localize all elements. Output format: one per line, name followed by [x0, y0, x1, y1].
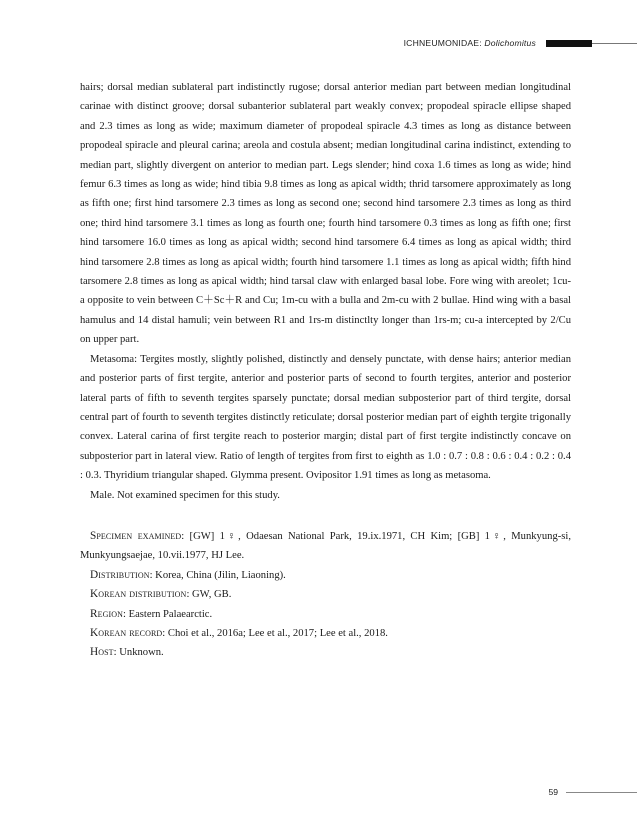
korean-record-label: Korean record: [90, 626, 163, 639]
korean-record: [80, 624, 571, 643]
distribution: [80, 566, 571, 585]
specimen-examined: [80, 527, 571, 566]
host-text: : Unknown.: [113, 647, 164, 659]
running-head-genus: Dolichomitus: [484, 38, 536, 48]
specimen-text: : [GW] 1♀, Odaesan National Park, 19.ix.1971, CH Kim; [GB] 1♀, Munkyung-si, Munkyungsaejae, 10.vii.1977, HJ Lee.: [80, 530, 571, 562]
korean-record-text: : Choi et al., 2016a; Lee et al., 2017; Lee et al., 2018.: [162, 627, 388, 639]
running-head-rule: [592, 43, 637, 44]
korean-distribution-label: Korean distribution: [90, 588, 187, 601]
distribution-label: Distribution: [90, 568, 150, 581]
page-footer: [548, 787, 637, 797]
running-head-family: ICHNEUMONIDAE:: [403, 38, 485, 48]
running-head-title: [404, 38, 536, 48]
specimen-label: Specimen examined: [90, 529, 182, 542]
korean-distribution-text: : GW, GB.: [186, 589, 232, 601]
section-gap: [80, 505, 571, 527]
page-body: [80, 78, 571, 663]
distribution-text: : Korea, China (Jilin, Liaoning).: [149, 569, 286, 581]
region: [80, 605, 571, 624]
region-label: Region: [90, 607, 124, 620]
host: [80, 643, 571, 662]
running-head-bar: [546, 40, 592, 47]
host-label: Host: [90, 646, 114, 659]
korean-distribution: [80, 585, 571, 604]
male-paragraph: Male. Not examined specimen for this study.: [90, 489, 280, 501]
region-text: : Eastern Palaearctic.: [123, 608, 213, 620]
footer-rule: [566, 792, 637, 793]
page-number: 59: [548, 787, 558, 797]
metasoma-paragraph: Metasoma: Tergites mostly, slightly polished, distinctly and densely punctate, with dense hairs; anterior median and posterior parts of first tergite, anterior and posterior parts of second to fourth tergites, anterior and posterior lateral parts of fifth to seventh tergites sparsely punctate; dorsal median subposterior part of third tergite, dorsal central part of fourth to seventh tergites distinctly reticulate; dorsal posterior median part of eighth tergite trigonally convex. Lateral carina of first tergite reach to posterior margin; distal part of first tergite indistinctly concave on subposterior part in lateral view. Ratio of length of tergites from first to eighth as 1.0 : 0.7 : 0.8 : 0.6 : 0.4 : 0.2 : 0.4 : 0.3. Thyridium triangular shaped. Glymma present. Ovipositor 1.91 times as long as metasoma.: [80, 353, 571, 482]
description-paragraph: hairs; dorsal median sublateral part indistinctly rugose; dorsal anterior median part between median longitudinal carinae with distinct groove; dorsal subanterior sublateral part weakly convex; propodeal spiracle ellipse shaped and 2.3 times as long as wide; maximum diameter of propodeal spiracle 4.3 times as long as distance between propodeal spiracle and pleural carina; areola and costula absent; median longitudinal carina indistinct, extending to median part, slightly divergent on anterior to median part. Legs slender; hind coxa 1.6 times as long as wide; hind femur 6.3 times as long as wide; hind tibia 9.8 times as long as apical width; thrid tarsomere approximately as long as fifth one; first hind tarsomere 2.3 times as long as second one; second hind tarsomere 2.3 times as long as third one; third hind tarsomere 3.1 times as long as fourth one; fourth hind tarsomere 0.3 times as long as fifth one; first hind tarsomere 16.0 times as long as apical width; second hind tarsomere 6.4 times as long as apical width; third hind tarsomere 2.8 times as long as apical width; fourth hind tarsomere 1.1 times as long as apical width; fifth hind tarsomere 2.8 times as long as apical width; hind tarsal claw with enlarged basal lobe. Fore wing with areolet; 1cu-a opposite to vein between C＋Sc＋R and Cu; 1m-cu with a bulla and 2m-cu with 2 bullae. Hind wing with a basal hamulus and 14 distal hamuli; vein between R1 and 1rs-m distinctlty longer than 1rs-m; cu-a intercepted by 2/Cu on upper part.: [80, 82, 571, 346]
running-head: [404, 38, 637, 48]
